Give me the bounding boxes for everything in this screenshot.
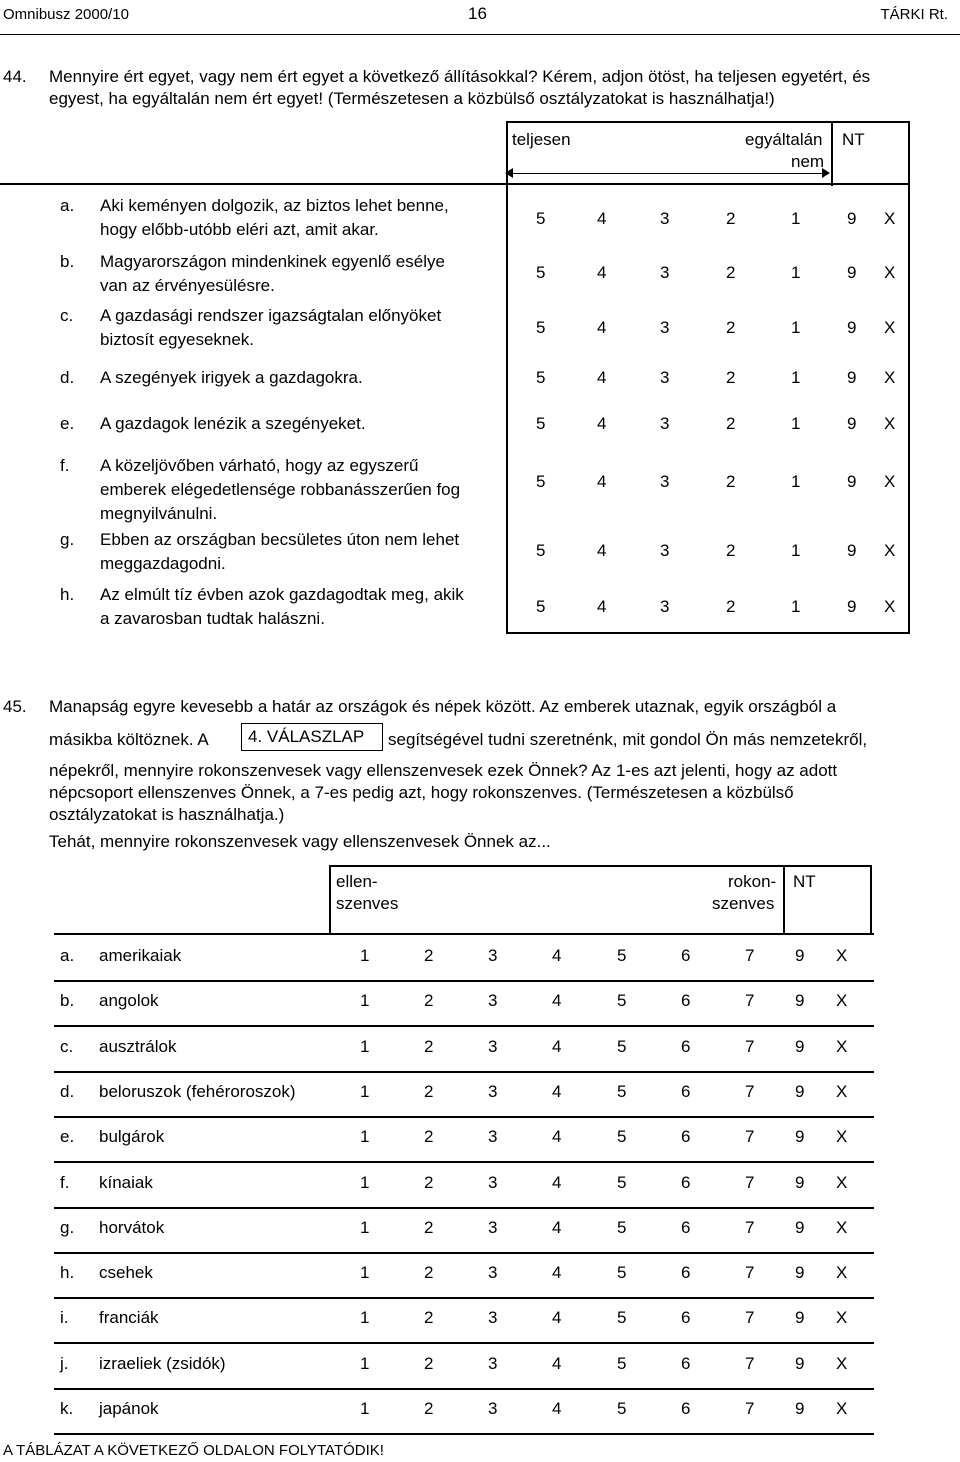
q45-scale-option[interactable]: X bbox=[836, 991, 848, 1011]
q44-line2: egyest, ha egyáltalán nem ért egyet! (Természetesen a közbülső osztályzatokat is használhatja!) bbox=[49, 89, 775, 108]
q45-scale-option[interactable]: X bbox=[836, 1081, 848, 1101]
q45-scale-option[interactable]: 4 bbox=[552, 1081, 562, 1101]
q45-item-label: kínaiak bbox=[99, 1172, 153, 1192]
q45-scale-option[interactable]: 4 bbox=[552, 1399, 562, 1418]
q45-row-rule bbox=[54, 1433, 874, 1435]
q44-item-text: a zavarosban tudtak halászni. bbox=[100, 609, 325, 628]
q45-row-rule bbox=[54, 1071, 874, 1073]
q45-scale-option[interactable]: 6 bbox=[681, 991, 691, 1011]
q44-scale-option[interactable]: 3 bbox=[660, 368, 670, 387]
q44-line1: Mennyire ért egyet, vagy nem ért egyet a következő állításokkal? Kérem, adjon ötöst, ha teljesen egyetért, és bbox=[49, 67, 871, 86]
q45-scale-option[interactable]: 2 bbox=[424, 1127, 434, 1147]
q45-scale-option[interactable]: 2 bbox=[424, 1081, 434, 1101]
q45-scale-option[interactable]: 6 bbox=[681, 1308, 691, 1328]
q45-col-ellen: ellen- bbox=[336, 872, 378, 891]
q45-scale-option[interactable]: 4 bbox=[552, 1308, 562, 1328]
q45-scale-option[interactable]: X bbox=[836, 1172, 848, 1192]
q44-scale-option[interactable]: 5 bbox=[536, 597, 546, 616]
q44-scale-option[interactable]: X bbox=[884, 263, 896, 282]
q44-scale-option[interactable]: 2 bbox=[726, 472, 736, 491]
q44-scale-option[interactable]: 2 bbox=[726, 597, 736, 616]
q44-scale-option[interactable]: 3 bbox=[660, 318, 670, 337]
arrow-left-icon bbox=[505, 168, 513, 178]
q45-line1: Manapság egyre kevesebb a határ az országok és népek között. Az emberek utaznak, egyik országból a bbox=[49, 697, 837, 716]
q44-scale-option[interactable]: X bbox=[884, 318, 896, 337]
q44-item-text: emberek elégedetlensége robbanásszerűen fog bbox=[100, 480, 461, 499]
q45-row-rule bbox=[54, 1297, 874, 1299]
q45-item-letter: i. bbox=[60, 1308, 69, 1328]
q44-item-text: meggazdagodni. bbox=[100, 554, 226, 573]
q45-scale-option[interactable]: 6 bbox=[681, 1036, 691, 1056]
q44-item-text: van az érvényesülésre. bbox=[100, 276, 275, 295]
q44-scale-option[interactable]: 2 bbox=[726, 368, 736, 387]
q45-scale-option[interactable]: 9 bbox=[795, 1127, 805, 1147]
q44-scale-option[interactable]: X bbox=[884, 209, 896, 228]
q45-scale-option[interactable]: 5 bbox=[617, 991, 627, 1011]
q45-scale-option[interactable]: 4 bbox=[552, 1172, 562, 1192]
arrow-right-icon bbox=[822, 168, 830, 178]
q44-scale-option[interactable]: 5 bbox=[536, 318, 546, 337]
q45-scale-option[interactable]: 1 bbox=[360, 1172, 370, 1192]
q45-scale-option[interactable]: 4 bbox=[552, 946, 562, 965]
q44-scale-arrow bbox=[512, 173, 822, 174]
q44-scale-option[interactable]: 1 bbox=[791, 368, 801, 387]
q44-item-letter: h. bbox=[60, 585, 75, 604]
q45-scale-option[interactable]: 7 bbox=[745, 1172, 755, 1192]
q44-scale-option[interactable]: 3 bbox=[660, 209, 670, 228]
q45-scale-option[interactable]: 2 bbox=[424, 1172, 434, 1192]
q45-scale-option[interactable]: 9 bbox=[795, 1353, 805, 1373]
q45-scale-option[interactable]: 5 bbox=[617, 1353, 627, 1373]
q45-scale-option[interactable]: 3 bbox=[488, 1399, 498, 1418]
q45-scale-option[interactable]: 5 bbox=[617, 1263, 627, 1283]
page-number: 16 bbox=[468, 4, 487, 23]
q45-number: 45. bbox=[3, 697, 27, 716]
q45-col-szenves-right: szenves bbox=[712, 894, 775, 913]
q44-scale-option[interactable]: 3 bbox=[660, 263, 670, 282]
q44-scale-option[interactable]: 5 bbox=[536, 541, 546, 560]
q45-scale-option[interactable]: X bbox=[836, 1127, 848, 1147]
q44-scale-option[interactable]: 2 bbox=[726, 209, 736, 228]
q45-scale-option[interactable]: X bbox=[836, 946, 848, 965]
q45-scale-option[interactable]: 7 bbox=[745, 1217, 755, 1237]
q45-scale-option[interactable]: 1 bbox=[360, 1036, 370, 1056]
q44-scale-option[interactable]: 2 bbox=[726, 541, 736, 560]
q45-col-szenves-left: szenves bbox=[336, 894, 399, 913]
q45-item-label: izraeliek (zsidók) bbox=[99, 1353, 226, 1373]
q45-line4: népcsoport ellenszenves Önnek, a 7-es pedig azt, hogy rokonszenves. (Természetesen a közbülső bbox=[49, 783, 794, 802]
q45-scale-option[interactable]: 1 bbox=[360, 1399, 370, 1418]
q45-scale-option[interactable]: 5 bbox=[617, 1127, 627, 1147]
q45-item-label: amerikaiak bbox=[99, 946, 182, 965]
q45-scale-option[interactable]: 3 bbox=[488, 991, 498, 1011]
q44-scale-option[interactable]: 2 bbox=[726, 318, 736, 337]
header-left: Omnibusz 2000/10 bbox=[3, 6, 129, 23]
q44-scale-option[interactable]: 2 bbox=[726, 414, 736, 433]
q45-scale-option[interactable]: 1 bbox=[360, 1081, 370, 1101]
q45-scale-option[interactable]: 9 bbox=[795, 1263, 805, 1283]
q45-question: Tehát, mennyire rokonszenvesek vagy ellenszenvesek Önnek az... bbox=[49, 832, 551, 851]
q44-scale-option[interactable]: 4 bbox=[597, 472, 607, 491]
q45-item-label: csehek bbox=[99, 1263, 153, 1283]
q45-scale-option[interactable]: 7 bbox=[745, 946, 755, 965]
q44-scale-option[interactable]: 1 bbox=[791, 318, 801, 337]
q44-number: 44. bbox=[3, 67, 27, 86]
q44-header-rule bbox=[0, 183, 908, 185]
q45-scale-option[interactable]: 2 bbox=[424, 1308, 434, 1328]
q45-scale-option[interactable]: 3 bbox=[488, 946, 498, 965]
q44-col-teljesen: teljesen bbox=[512, 130, 571, 149]
q45-scale-option[interactable]: 6 bbox=[681, 1399, 691, 1418]
q44-scale-option[interactable]: X bbox=[884, 414, 896, 433]
q45-item-label: beloruszok (fehéroroszok) bbox=[99, 1081, 296, 1101]
q44-scale-option[interactable]: 5 bbox=[536, 472, 546, 491]
q44-scale-option[interactable]: 9 bbox=[847, 414, 857, 433]
q44-col-nem: nem bbox=[791, 152, 825, 171]
q45-scale-option[interactable]: 3 bbox=[488, 1081, 498, 1101]
q45-scale-option[interactable]: 7 bbox=[745, 1081, 755, 1101]
q44-item-text: biztosít egyeseknek. bbox=[100, 330, 255, 349]
q45-scale-option[interactable]: 2 bbox=[424, 1263, 434, 1283]
q45-scale-option[interactable]: 1 bbox=[360, 991, 370, 1011]
q44-scale-option[interactable]: 4 bbox=[597, 209, 607, 228]
q45-row-rule bbox=[54, 1252, 874, 1254]
q45-col-nt: NT bbox=[793, 872, 816, 891]
q45-scale-option[interactable]: 6 bbox=[681, 1127, 691, 1147]
q45-scale-option[interactable]: 2 bbox=[424, 1036, 434, 1056]
q45-scale-option[interactable]: 5 bbox=[617, 1308, 627, 1328]
q45-row-rule bbox=[54, 980, 874, 982]
q45-item-label: ausztrálok bbox=[99, 1036, 177, 1056]
q45-item-label: horvátok bbox=[99, 1217, 165, 1237]
footer-note: A TÁBLÁZAT A KÖVETKEZŐ OLDALON FOLYTATÓDIK! bbox=[3, 1442, 384, 1459]
q45-row-rule bbox=[54, 1161, 874, 1163]
q45-row-rule bbox=[54, 1025, 874, 1027]
q44-item-text: A szegények irigyek a gazdagokra. bbox=[100, 368, 363, 387]
q44-item-text: A közeljövőben várható, hogy az egyszerű bbox=[100, 456, 419, 475]
q45-scale-option[interactable]: 3 bbox=[488, 1036, 498, 1056]
q45-scale-option[interactable]: 9 bbox=[795, 1172, 805, 1192]
q45-scale-option[interactable]: 3 bbox=[488, 1217, 498, 1237]
q44-item-letter: b. bbox=[60, 252, 75, 271]
q44-scale-option[interactable]: 5 bbox=[536, 414, 546, 433]
q45-scale-option[interactable]: 1 bbox=[360, 1308, 370, 1328]
q44-scale-option[interactable]: 4 bbox=[597, 414, 607, 433]
q45-row-rule bbox=[54, 1388, 874, 1390]
q45-scale-option[interactable]: 3 bbox=[488, 1172, 498, 1192]
q45-item-letter: c. bbox=[60, 1036, 74, 1056]
q44-item-letter: a. bbox=[60, 196, 75, 215]
q45-scale-option[interactable]: 3 bbox=[488, 1353, 498, 1373]
q45-scale-option[interactable]: 7 bbox=[745, 991, 755, 1011]
q45-line2-post: segítségével tudni szeretnénk, mit gondol Ön más nemzetekről, bbox=[388, 730, 868, 749]
q44-scale-option[interactable]: 9 bbox=[847, 263, 857, 282]
q45-scale-option[interactable]: 4 bbox=[552, 1217, 562, 1237]
q45-scale-option[interactable]: 4 bbox=[552, 991, 562, 1011]
q45-item-letter: a. bbox=[60, 946, 75, 965]
q44-scale-option[interactable]: X bbox=[884, 368, 896, 387]
q45-scale-option[interactable]: 7 bbox=[745, 1036, 755, 1056]
q45-item-label: angolok bbox=[99, 991, 159, 1011]
q44-scale-option[interactable]: 9 bbox=[847, 368, 857, 387]
q44-scale-option[interactable]: 4 bbox=[597, 368, 607, 387]
q45-scale-option[interactable]: 7 bbox=[745, 1399, 755, 1418]
q45-item-label: bulgárok bbox=[99, 1127, 165, 1147]
q44-scale-option[interactable]: X bbox=[884, 541, 896, 560]
q44-item-text: Aki keményen dolgozik, az biztos lehet benne, bbox=[100, 196, 449, 215]
q45-scale-option[interactable]: X bbox=[836, 1308, 848, 1328]
q45-scale-option[interactable]: X bbox=[836, 1399, 848, 1418]
q45-scale-option[interactable]: 5 bbox=[617, 946, 627, 965]
q44-scale-option[interactable]: 4 bbox=[597, 597, 607, 616]
q44-col-nt: NT bbox=[842, 130, 865, 149]
q45-scale-option[interactable]: 2 bbox=[424, 1353, 434, 1373]
q44-scale-option[interactable]: 4 bbox=[597, 263, 607, 282]
q44-scale-option[interactable]: 9 bbox=[847, 209, 857, 228]
q44-item-text: A gazdasági rendszer igazságtalan előnyöket bbox=[100, 306, 442, 325]
q45-scale-option[interactable]: 9 bbox=[795, 991, 805, 1011]
q45-item-letter: f. bbox=[60, 1172, 70, 1192]
header-rule bbox=[0, 34, 960, 35]
q44-item-letter: e. bbox=[60, 414, 75, 433]
q44-scale-option[interactable]: 1 bbox=[791, 209, 801, 228]
q44-item-letter: g. bbox=[60, 530, 75, 549]
q45-scale-option[interactable]: X bbox=[836, 1353, 848, 1373]
q45-scale-option[interactable]: 2 bbox=[424, 991, 434, 1011]
q45-line3: népekről, mennyire rokonszenvesek vagy ellenszenvesek ezek Önnek? Az 1-es azt jelenti, hogy az adott bbox=[49, 761, 838, 780]
q45-scale-option[interactable]: 9 bbox=[795, 1217, 805, 1237]
q45-item-letter: g. bbox=[60, 1217, 75, 1237]
q45-scale-option[interactable]: 1 bbox=[360, 1353, 370, 1373]
q45-item-letter: j. bbox=[60, 1353, 69, 1373]
q44-scale-option[interactable]: X bbox=[884, 472, 896, 491]
q44-scale-option[interactable]: 5 bbox=[536, 209, 546, 228]
q45-scale-option[interactable]: X bbox=[836, 1263, 848, 1283]
q45-scale-option[interactable]: 9 bbox=[795, 946, 805, 965]
q44-scale-option[interactable]: 1 bbox=[791, 263, 801, 282]
q45-scale-option[interactable]: 6 bbox=[681, 1217, 691, 1237]
q45-scale-option[interactable]: 6 bbox=[681, 946, 691, 965]
q45-scale-option[interactable]: 2 bbox=[424, 1217, 434, 1237]
q45-scale-option[interactable]: 3 bbox=[488, 1263, 498, 1283]
q44-scale-option[interactable]: 3 bbox=[660, 472, 670, 491]
q45-scale-option[interactable]: 1 bbox=[360, 1127, 370, 1147]
q45-item-letter: b. bbox=[60, 991, 75, 1011]
q45-scale-option[interactable]: 5 bbox=[617, 1081, 627, 1101]
q44-scale-option[interactable]: 5 bbox=[536, 368, 546, 387]
q45-item-letter: h. bbox=[60, 1263, 75, 1283]
q44-item-letter: f. bbox=[60, 456, 70, 475]
q45-scale-option[interactable]: 2 bbox=[424, 1399, 434, 1418]
q45-scale-option[interactable]: 1 bbox=[360, 1263, 370, 1283]
q45-row-rule bbox=[54, 1116, 874, 1118]
q45-scale-option[interactable]: 6 bbox=[681, 1172, 691, 1192]
q44-item-text: Ebben az országban becsületes úton nem lehet bbox=[100, 530, 460, 549]
q44-scale-option[interactable]: 9 bbox=[847, 597, 857, 616]
q45-scale-option[interactable]: 9 bbox=[795, 1399, 805, 1418]
q45-scale-option[interactable]: 5 bbox=[617, 1172, 627, 1192]
q45-scale-option[interactable]: 9 bbox=[795, 1081, 805, 1101]
q44-scale-option[interactable]: 9 bbox=[847, 318, 857, 337]
q44-scale-option[interactable]: 3 bbox=[660, 414, 670, 433]
q45-scale-option[interactable]: 5 bbox=[617, 1217, 627, 1237]
q45-scale-option[interactable]: 7 bbox=[745, 1308, 755, 1328]
q45-scale-option[interactable]: 3 bbox=[488, 1308, 498, 1328]
q44-item-letter: d. bbox=[60, 368, 75, 387]
q45-scale-option[interactable]: 9 bbox=[795, 1036, 805, 1056]
q45-item-letter: k. bbox=[60, 1399, 74, 1418]
q44-scale-option[interactable]: 9 bbox=[847, 472, 857, 491]
q45-scale-option[interactable]: 7 bbox=[745, 1353, 755, 1373]
q44-scale-option[interactable]: 1 bbox=[791, 597, 801, 616]
q44-item-text: hogy előbb-utóbb eléri azt, amit akar. bbox=[100, 220, 379, 239]
q45-col-rokon: rokon- bbox=[728, 872, 777, 891]
q44-item-text: Az elmúlt tíz évben azok gazdagodtak meg, akik bbox=[100, 585, 464, 604]
q45-scale-option[interactable]: 4 bbox=[552, 1353, 562, 1373]
q45-line5: osztályzatokat is használhatja.) bbox=[49, 805, 285, 824]
q45-scale-option[interactable]: 5 bbox=[617, 1036, 627, 1056]
q44-item-text: A gazdagok lenézik a szegényeket. bbox=[100, 414, 366, 433]
q44-scale-option[interactable]: 9 bbox=[847, 541, 857, 560]
q45-scale-option[interactable]: 6 bbox=[681, 1353, 691, 1373]
q45-item-letter: d. bbox=[60, 1081, 75, 1101]
q44-item-text: Magyarországon mindenkinek egyenlő esélye bbox=[100, 252, 445, 271]
q44-scale-option[interactable]: X bbox=[884, 597, 896, 616]
q45-scale-option[interactable]: 7 bbox=[745, 1263, 755, 1283]
q44-item-letter: c. bbox=[60, 306, 74, 325]
q45-scale-option[interactable]: 2 bbox=[424, 946, 434, 965]
q45-row-rule bbox=[54, 1342, 874, 1344]
q45-scale-option[interactable]: 9 bbox=[795, 1308, 805, 1328]
q44-scale-option[interactable]: 3 bbox=[660, 541, 670, 560]
q44-scale-option[interactable]: 1 bbox=[791, 472, 801, 491]
q45-item-letter: e. bbox=[60, 1127, 75, 1147]
q44-col-egyaltalan: egyáltalán bbox=[745, 130, 823, 149]
q45-scale-option[interactable]: 5 bbox=[617, 1399, 627, 1418]
q45-row-rule bbox=[54, 1207, 874, 1209]
q45-line2-pre: másikba költöznek. A bbox=[49, 730, 209, 749]
q45-scale-option[interactable]: 4 bbox=[552, 1036, 562, 1056]
q44-scale-option[interactable]: 1 bbox=[791, 541, 801, 560]
header-right: TÁRKI Rt. bbox=[880, 6, 948, 23]
q45-item-label: japánok bbox=[99, 1399, 159, 1418]
q44-scale-option[interactable]: 1 bbox=[791, 414, 801, 433]
q45-scale-option[interactable]: 1 bbox=[360, 946, 370, 965]
q44-scale-option[interactable]: 3 bbox=[660, 597, 670, 616]
valaszlap-box: 4. VÁLASZLAP bbox=[241, 723, 383, 751]
q45-scale-option[interactable]: 4 bbox=[552, 1127, 562, 1147]
q45-scale-option[interactable]: 7 bbox=[745, 1127, 755, 1147]
q44-scale-option[interactable]: 2 bbox=[726, 263, 736, 282]
q45-scale-option[interactable]: X bbox=[836, 1217, 848, 1237]
q44-scale-option[interactable]: 4 bbox=[597, 318, 607, 337]
q45-scale-option[interactable]: 3 bbox=[488, 1127, 498, 1147]
q45-scale-option[interactable]: 6 bbox=[681, 1081, 691, 1101]
q44-item-text: megnyilvánulni. bbox=[100, 504, 218, 523]
q44-scale-option[interactable]: 4 bbox=[597, 541, 607, 560]
q45-scale-option[interactable]: 4 bbox=[552, 1263, 562, 1283]
q45-item-label: franciák bbox=[99, 1308, 159, 1328]
q44-scale-option[interactable]: 5 bbox=[536, 263, 546, 282]
q45-header-rule bbox=[54, 933, 874, 935]
q45-scale-option[interactable]: 6 bbox=[681, 1263, 691, 1283]
q45-scale-option[interactable]: X bbox=[836, 1036, 848, 1056]
q45-scale-option[interactable]: 1 bbox=[360, 1217, 370, 1237]
